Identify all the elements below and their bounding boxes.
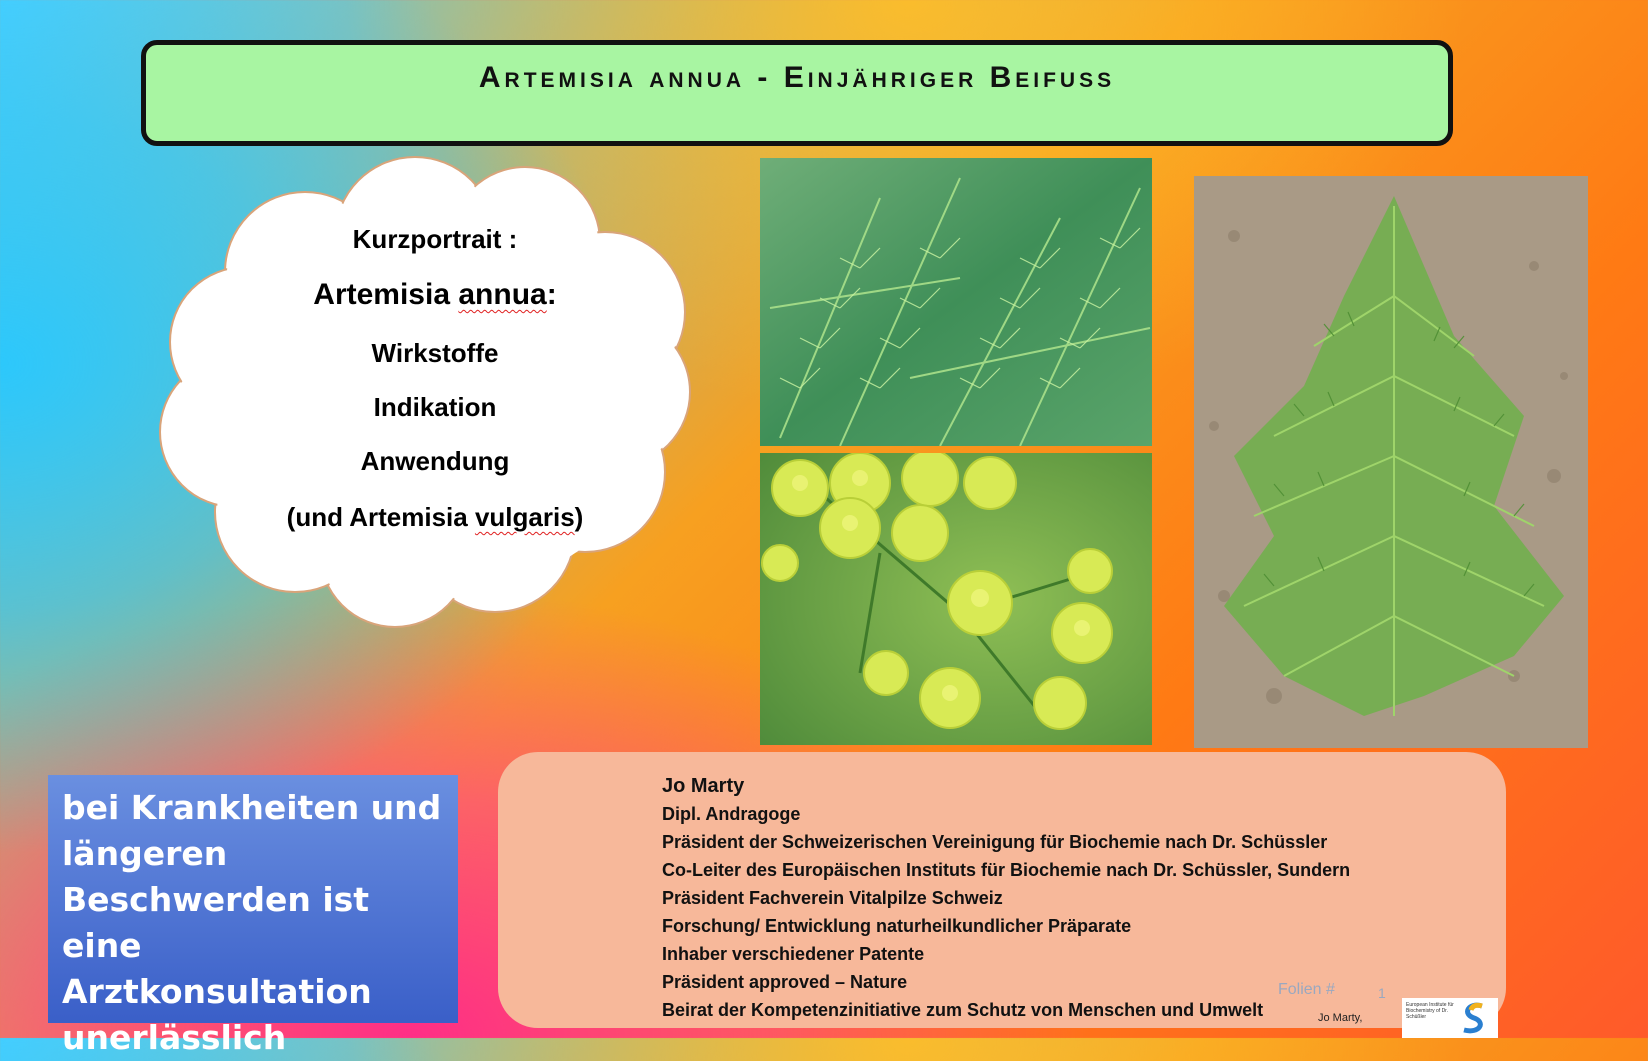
bio-list — [662, 772, 1462, 1024]
cloud-heading: Kurzportrait : — [352, 224, 518, 254]
bio-line: Präsident der Schweizerischen Vereinigung für Biochemie nach Dr. Schüssler — [662, 832, 1328, 852]
cloud-item-wirkstoffe: Wirkstoffe — [371, 338, 499, 368]
warning-box — [48, 775, 458, 1057]
bio-line: Präsident Fachverein Vitalpilze Schweiz — [662, 888, 1003, 908]
bio-line: Dipl. Andragoge — [662, 804, 801, 824]
cloud-item-indikation: Indikation — [373, 392, 497, 422]
plant-photo — [1194, 176, 1588, 748]
cloud-subheading — [135, 278, 735, 312]
leaves-photo — [760, 158, 1152, 446]
slide-title: Artemisia annua - Einjähriger Beifuss — [478, 61, 1116, 94]
cloud-item-anwendung: Anwendung — [360, 446, 510, 476]
thought-cloud — [135, 152, 735, 642]
flowers-photo — [760, 453, 1152, 745]
bio-line: Präsident approved – Nature — [662, 972, 908, 992]
institute-logo — [1402, 998, 1498, 1038]
cloud-item-vulgaris: (und Artemisia vulgaris) — [286, 502, 584, 532]
bio-line: Inhaber verschiedener Patente — [662, 944, 925, 964]
logo-s-icon — [1454, 998, 1494, 1038]
bio-line: Forschung/ Entwicklung naturheilkundlicher Präparate — [662, 916, 1132, 936]
bio-line: Beirat der Kompetenzinitiative zum Schutz von Menschen und Umwelt — [662, 1000, 1264, 1020]
bio-name: Jo Marty — [662, 775, 745, 797]
cloud-species: Artemisia annua: — [313, 278, 557, 311]
slide-number: 1 — [1378, 985, 1386, 1001]
bio-line: Co-Leiter des Europäischen Instituts für Biochemie nach Dr. Schüssler, Sundern — [662, 860, 1351, 880]
footer-author: Jo Marty, — [1318, 1012, 1363, 1024]
logo-text: European Institute für Biochemistry of Dr. Schüßler — [1406, 1002, 1454, 1020]
warning-text: bei Krankheiten und längeren Beschwerden ist eine Arztkonsultation unerlässlich — [62, 788, 442, 1057]
title-box — [141, 40, 1453, 146]
slide-number-label: Folien # — [1278, 981, 1335, 998]
